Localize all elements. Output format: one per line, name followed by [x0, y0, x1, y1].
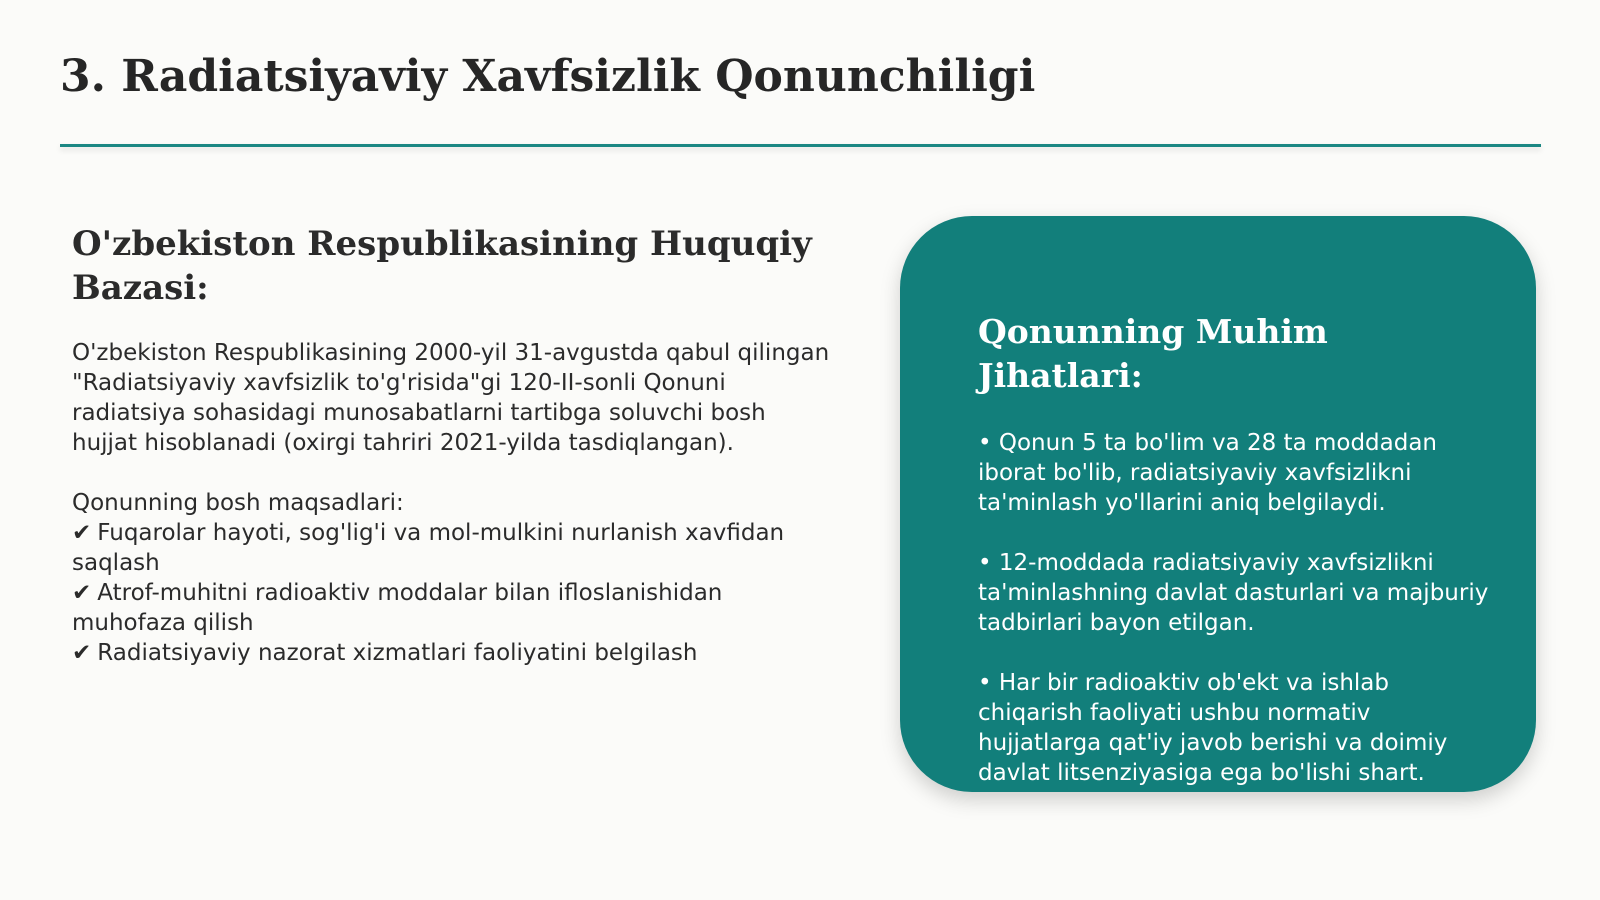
goals-title: Qonunning bosh maqsadlari:: [72, 490, 404, 516]
title-divider: [60, 144, 1541, 147]
goal-text: Fuqarolar hayoti, sog'lig'i va mol-mulkini nurlanish xavfidan saqlash: [72, 520, 785, 576]
key-aspect-item: • Qonun 5 ta bo'lim va 28 ta moddadan iborat bo'lib, radiatsiyaviy xavfsizlikni ta'minlash yo'llarini aniq belgilaydi.: [978, 430, 1438, 516]
legal-basis-heading: O'zbekiston Respublikasining Huquqiy Bazasi:: [72, 224, 812, 308]
goal-item: [72, 518, 832, 578]
key-aspects-card: [900, 216, 1536, 792]
check-icon: ✔: [72, 640, 92, 666]
goal-text: Atrof-muhitni radioaktiv moddalar bilan ifloslanishidan muhofaza qilish: [72, 580, 723, 636]
legal-basis-section: [72, 222, 832, 668]
law-description: O'zbekiston Respublikasining 2000-yil 31-avgustda qabul qilingan "Radiatsiyaviy xavfsizlik to'g'risida"gi 120-II-sonli Qonuni radiatsiya sohasidagi munosabatlarni tartibga soluvchi bosh hujjat hisoblanadi (oxirgi tahriri 2021-yilda tasdiqlangan).: [72, 340, 830, 456]
key-aspects-list: [978, 428, 1496, 788]
check-icon: ✔: [72, 520, 92, 546]
check-icon: ✔: [72, 580, 92, 606]
goal-item: [72, 638, 832, 668]
page-title: 3. Radiatsiyaviy Xavfsizlik Qonunchiligi: [60, 51, 1036, 102]
goal-text: Radiatsiyaviy nazorat xizmatlari faoliyatini belgilash: [97, 640, 698, 666]
goal-item: [72, 578, 832, 638]
key-aspect-item: • 12-moddada radiatsiyaviy xavfsizlikni ta'minlashning davlat dasturlari va majburiy tadbirlari bayon etilgan.: [978, 550, 1489, 636]
key-aspects-title: Qonunning Muhim Jihatlari:: [978, 312, 1328, 395]
key-aspect-item: • Har bir radioaktiv ob'ekt va ishlab chiqarish faoliyati ushbu normativ hujjatlarga qat'iy javob berishi va doimiy davlat litsenziyasiga ega bo'lishi shart.: [978, 670, 1448, 786]
goals-list: [72, 518, 832, 668]
